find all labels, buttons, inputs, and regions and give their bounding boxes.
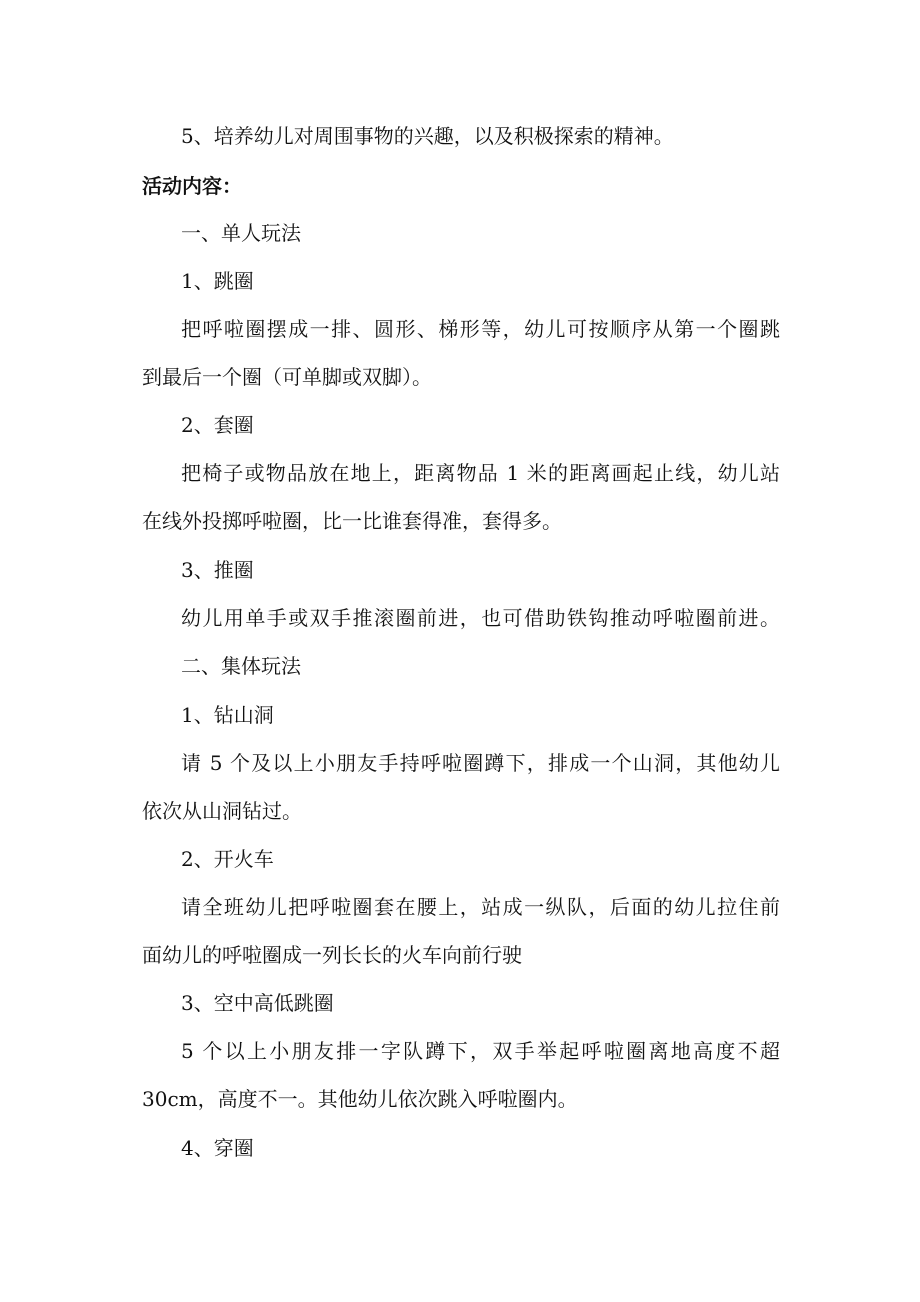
part-1-item-2-line-1: 把椅子或物品放在地上，距离物品 1 米的距离画起止线，幼儿站 [181, 461, 780, 485]
part-2-item-1-line-1: 请 5 个及以上小朋友手持呼啦圈蹲下，排成一个山洞，其他幼儿 [181, 751, 780, 775]
part-1-item-1-title: 1、跳圈 [181, 269, 254, 293]
part-1-item-1-line-2: 到最后一个圈（可单脚或双脚）。 [142, 365, 432, 389]
part-1-item-3-title: 3、推圈 [181, 558, 254, 582]
part-2-title: 二、集体玩法 [181, 654, 301, 678]
part-1-item-1-line-1: 把呼啦圈摆成一排、圆形、梯形等，幼儿可按顺序从第一个圈跳 [181, 317, 780, 341]
part-2-item-2-line-1: 请全班幼儿把呼啦圈套在腰上，站成一纵队，后面的幼儿拉住前 [181, 895, 780, 919]
part-2-item-3-title: 3、空中高低跳圈 [181, 991, 334, 1015]
part-1-item-2-title: 2、套圈 [181, 413, 254, 437]
part-1-title: 一、单人玩法 [181, 221, 301, 245]
part-1-item-3-line-1: 幼儿用单手或双手推滚圈前进，也可借助铁钩推动呼啦圈前进。 [181, 606, 780, 630]
part-2-item-4-title: 4、穿圈 [181, 1136, 254, 1160]
part-2-item-3-line-1: 5 个以上小朋友排一字队蹲下，双手举起呼啦圈离地高度不超 [181, 1039, 780, 1063]
part-2-item-1-title: 1、钻山洞 [181, 703, 274, 727]
section-title: 活动内容： [142, 174, 242, 198]
part-2-item-2-title: 2、开火车 [181, 847, 274, 871]
objective-5: 5、培养幼儿对周围事物的兴趣，以及积极探索的精神。 [181, 124, 674, 148]
part-1-item-2-line-2: 在线外投掷呼啦圈，比一比谁套得准，套得多。 [142, 509, 562, 533]
part-2-item-2-line-2: 面幼儿的呼啦圈成一列长长的火车向前行驶 [142, 943, 522, 967]
part-2-item-3-line-2: 30cm，高度不一。其他幼儿依次跳入呼啦圈内。 [142, 1087, 578, 1111]
part-2-item-1-line-2: 依次从山洞钻过。 [142, 799, 302, 823]
